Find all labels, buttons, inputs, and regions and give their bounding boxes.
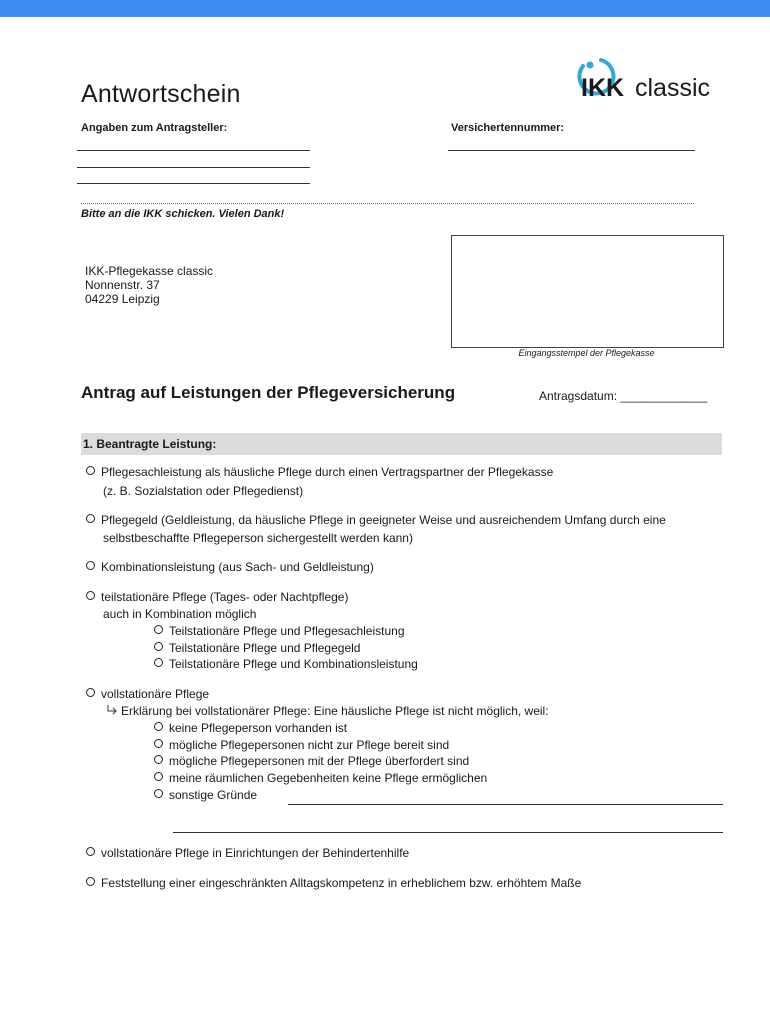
section-header bbox=[81, 433, 722, 455]
option-label: meine räumlichen Gegebenheiten keine Pflege ermöglichen bbox=[169, 771, 488, 785]
option-label: vollstationäre Pflege bbox=[101, 687, 210, 701]
applicant-label: Angaben zum Antragsteller: bbox=[81, 122, 228, 134]
radio-circle-icon[interactable] bbox=[154, 755, 163, 764]
explanation-text: Erklärung bei vollstationärer Pflege: Eine häusliche Pflege ist nicht möglich, weil: bbox=[121, 704, 549, 718]
send-note: Bitte an die IKK schicken. Vielen Dank! bbox=[81, 208, 285, 220]
suboption-sonstige[interactable] bbox=[154, 787, 257, 804]
option-label: teilstationäre Pflege (Tages- oder Nachtpflege) bbox=[101, 590, 349, 604]
form-title: Antrag auf Leistungen der Pflegeversicherung bbox=[81, 383, 456, 402]
option-sublabel: auch in Kombination möglich bbox=[103, 607, 257, 621]
radio-circle-icon[interactable] bbox=[154, 739, 163, 748]
section-title: 1. Beantragte Leistung: bbox=[83, 437, 217, 451]
page-title: Antwortschein bbox=[81, 80, 241, 108]
option-label: Teilstationäre Pflege und Pflegegeld bbox=[169, 641, 361, 655]
option-behindertenhilfe[interactable] bbox=[86, 845, 409, 862]
option-label: mögliche Pflegepersonen mit der Pflege überfordert sind bbox=[169, 754, 470, 768]
suboption-ueberfordert[interactable] bbox=[154, 753, 469, 770]
option-pflegegeld[interactable] bbox=[86, 512, 666, 529]
suboption-nicht-bereit[interactable] bbox=[154, 737, 449, 754]
arrow-hook-icon bbox=[106, 704, 118, 716]
address-line-2: Nonnenstr. 37 bbox=[85, 278, 160, 292]
radio-circle-icon[interactable] bbox=[86, 877, 95, 886]
option-pflegesachleistung[interactable] bbox=[86, 464, 553, 481]
radio-circle-icon[interactable] bbox=[154, 722, 163, 731]
other-reasons-line-1[interactable] bbox=[288, 804, 723, 805]
option-label: Kombinationsleistung (aus Sach- und Geldleistung) bbox=[101, 560, 374, 574]
other-reasons-line-2[interactable] bbox=[173, 832, 723, 833]
suboption-raeumlich[interactable] bbox=[154, 770, 487, 787]
dotted-separator bbox=[81, 203, 694, 204]
insurance-number-line[interactable] bbox=[448, 150, 695, 151]
option-label: Pflegesachleistung als häusliche Pflege durch einen Vertragspartner der Pflegekasse bbox=[101, 465, 554, 479]
radio-circle-icon[interactable] bbox=[86, 591, 95, 600]
recipient-address bbox=[85, 264, 213, 306]
option-sublabel: selbstbeschaffte Pflegeperson sichergestellt werden kann) bbox=[103, 531, 413, 545]
ikk-classic-logo bbox=[565, 52, 735, 104]
radio-circle-icon[interactable] bbox=[86, 561, 95, 570]
option-sublabel: (z. B. Sozialstation oder Pflegedienst) bbox=[103, 484, 304, 498]
radio-circle-icon[interactable] bbox=[154, 772, 163, 781]
logo-brand-text: IKK bbox=[581, 74, 625, 102]
address-line-3: 04229 Leipzig bbox=[85, 292, 160, 306]
suboption-keine-pflegeperson[interactable] bbox=[154, 720, 347, 737]
radio-circle-icon[interactable] bbox=[154, 642, 163, 651]
option-label: Teilstationäre Pflege und Kombinationsleistung bbox=[169, 657, 418, 671]
option-label: Pflegegeld (Geldleistung, da häusliche Pflege in geeigneter Weise und ausreichendem Umfang durch eine bbox=[101, 513, 666, 527]
option-label: Teilstationäre Pflege und Pflegesachleistung bbox=[169, 624, 405, 638]
suboption-teil-kombination[interactable] bbox=[154, 656, 418, 673]
logo-classic-text: classic bbox=[635, 74, 711, 102]
radio-circle-icon[interactable] bbox=[86, 688, 95, 697]
radio-circle-icon[interactable] bbox=[154, 658, 163, 667]
radio-circle-icon[interactable] bbox=[86, 466, 95, 475]
stamp-box bbox=[451, 235, 724, 348]
suboption-teil-pflegegeld[interactable] bbox=[154, 640, 360, 657]
option-label: keine Pflegeperson vorhanden ist bbox=[169, 721, 348, 735]
option-alltagskompetenz[interactable] bbox=[86, 875, 581, 892]
insurance-number-label: Versichertennummer: bbox=[451, 122, 565, 134]
option-label: Feststellung einer eingeschränkten Alltagskompetenz in erheblichem bzw. erhöhtem Maße bbox=[101, 876, 582, 890]
option-teilstationaer[interactable] bbox=[86, 589, 348, 606]
application-date-field[interactable]: Antragsdatum: _____________ bbox=[539, 389, 708, 403]
top-bar bbox=[0, 0, 770, 17]
applicant-line-3[interactable] bbox=[77, 183, 310, 184]
explanation-note bbox=[106, 704, 549, 718]
option-kombinationsleistung[interactable] bbox=[86, 559, 374, 576]
address-line-1: IKK-Pflegekasse classic bbox=[85, 264, 214, 278]
option-vollstationaer[interactable] bbox=[86, 686, 209, 703]
option-label: mögliche Pflegepersonen nicht zur Pflege bereit sind bbox=[169, 738, 450, 752]
radio-circle-icon[interactable] bbox=[86, 514, 95, 523]
applicant-line-2[interactable] bbox=[77, 167, 310, 168]
stamp-caption: Eingangsstempel der Pflegekasse bbox=[518, 348, 655, 358]
radio-circle-icon[interactable] bbox=[86, 847, 95, 856]
option-label: sonstige Gründe bbox=[169, 788, 258, 802]
applicant-line-1[interactable] bbox=[77, 150, 310, 151]
suboption-teil-sachleistung[interactable] bbox=[154, 623, 405, 640]
option-label: vollstationäre Pflege in Einrichtungen der Behindertenhilfe bbox=[101, 846, 410, 860]
radio-circle-icon[interactable] bbox=[154, 789, 163, 798]
radio-circle-icon[interactable] bbox=[154, 625, 163, 634]
